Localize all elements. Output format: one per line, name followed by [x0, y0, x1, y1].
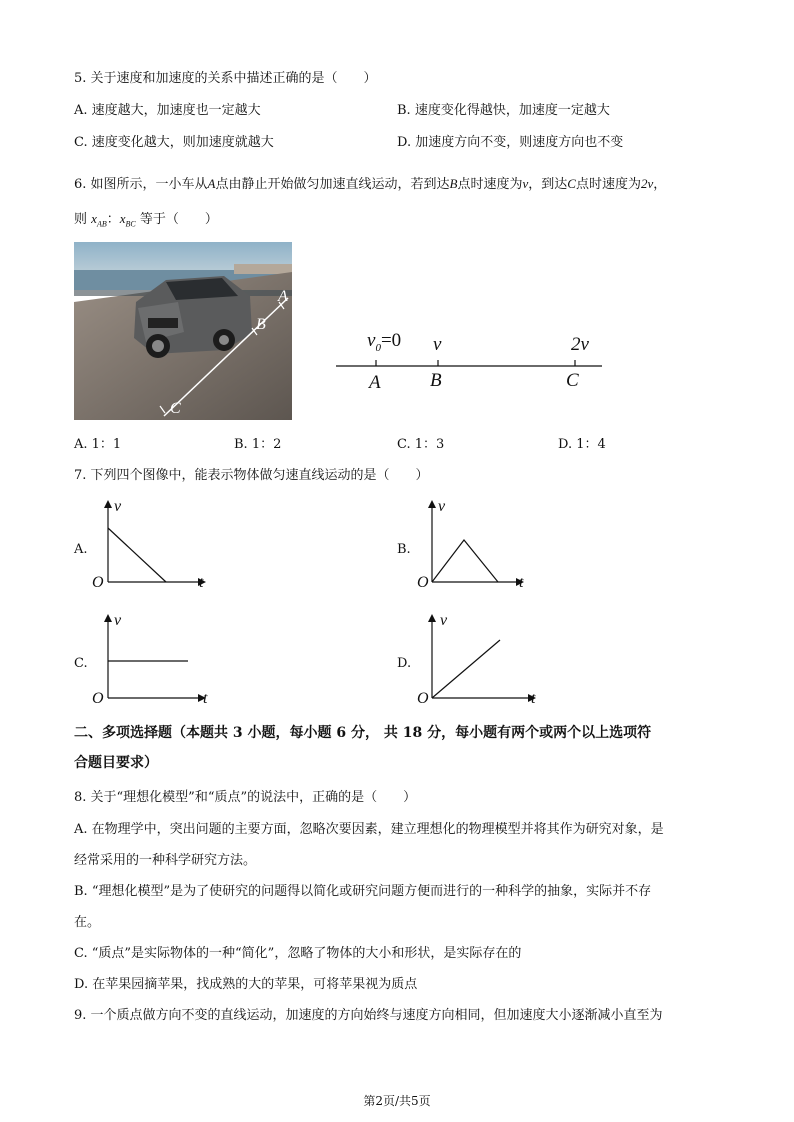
point-a-label: A	[369, 372, 381, 393]
q6-stem-line1: 6. 如图所示，一小车从A点由静止开始做匀加速直线运动，若到达B点时速度为v，到达C点时速度为2v，	[74, 176, 667, 192]
section2-heading-line2: 合题目要求）	[74, 755, 158, 771]
q8-option-a-line1[interactable]: A. 在物理学中，突出问题的主要方面，忽略次要因素，建立理想化的物理模型并将其作为研究对象，是	[74, 822, 664, 837]
section2-heading-line1: 二、多项选择题（本题共 3 小题，每小题 6 分， 共 18 分，每小题有两个或两个以上选项符	[74, 725, 652, 741]
graph-d-t-label: t	[531, 690, 536, 707]
q5-stem: 5. 关于速度和加速度的关系中描述正确的是（ ）	[74, 71, 377, 86]
q8-stem: 8. 关于“理想化模型”和“质点”的说法中，正确的是（ ）	[74, 790, 417, 805]
q6-stem-line2: 则 $x_{AB}$：$x_{BC}$ 等于（ ）	[74, 211, 218, 229]
q9-stem: 9. 一个质点做方向不变的直线运动，加速度的方向始终与速度方向相同，但加速度大小逐渐减小直至为	[74, 1008, 663, 1023]
photo-label-c: C	[170, 400, 181, 417]
graph-c-origin: O	[92, 690, 104, 707]
q6-option-d[interactable]: D. 1：4	[558, 437, 606, 452]
q8-option-b-line2: 在。	[74, 915, 101, 930]
graph-c	[90, 610, 210, 710]
graph-d-origin: O	[417, 690, 429, 707]
q7-stem: 7. 下列四个图像中，能表示物体做匀速直线运动的是（ ）	[74, 468, 429, 483]
graph-c-t-label: t	[203, 690, 208, 707]
q5-option-a[interactable]: A. 速度越大，加速度也一定越大	[74, 103, 261, 118]
page-footer: 第2页/共5页	[363, 1094, 431, 1108]
q5-option-d[interactable]: D. 加速度方向不变，则速度方向也不变	[397, 135, 624, 150]
graph-a-t-label: t	[199, 574, 204, 591]
graph-a-origin: O	[92, 574, 104, 591]
q7-option-a-label[interactable]: A.	[74, 542, 88, 557]
q6-option-c[interactable]: C. 1：3	[397, 437, 445, 452]
graph-b-origin: O	[417, 574, 429, 591]
photo-label-a: A	[278, 288, 288, 305]
car-photo	[74, 242, 292, 420]
graph-d	[414, 610, 544, 710]
q5-option-c[interactable]: C. 速度变化越大，则加速度就越大	[74, 135, 274, 150]
graph-b-v-label: v	[438, 498, 446, 515]
q7-option-c-label[interactable]: C.	[74, 656, 88, 671]
photo-label-b: B	[256, 316, 266, 333]
label-vc: 2v	[571, 334, 589, 355]
q5-option-b[interactable]: B. 速度变化得越快，加速度一定越大	[397, 103, 610, 118]
q7-option-b-label[interactable]: B.	[397, 542, 411, 557]
q8-option-a-line2: 经常采用的一种科学研究方法。	[74, 853, 257, 868]
graph-b	[414, 496, 534, 596]
graph-a	[90, 496, 210, 596]
label-vb: v	[433, 334, 442, 355]
graph-c-v-label: v	[114, 612, 122, 629]
label-v0: $v_0=0$	[367, 330, 402, 354]
q8-option-c[interactable]: C. “质点”是实际物体的一种“简化”，忽略了物体的大小和形状，是实际存在的	[74, 946, 522, 961]
q7-option-d-label[interactable]: D.	[397, 656, 412, 671]
graph-b-t-label: t	[519, 574, 524, 591]
q6-option-a[interactable]: A. 1：1	[74, 437, 122, 452]
point-b-label: B	[430, 370, 442, 391]
q8-option-b-line1[interactable]: B. “理想化模型”是为了使研究的问题得以简化或研究问题方便而进行的一种科学的抽象，实际并不存	[74, 884, 652, 899]
graph-d-v-label: v	[440, 612, 448, 629]
q6-option-b[interactable]: B. 1：2	[234, 437, 282, 452]
point-c-label: C	[566, 370, 579, 391]
graph-a-v-label: v	[114, 498, 122, 515]
q8-option-d[interactable]: D. 在苹果园摘苹果，找成熟的大的苹果，可将苹果视为质点	[74, 977, 418, 992]
